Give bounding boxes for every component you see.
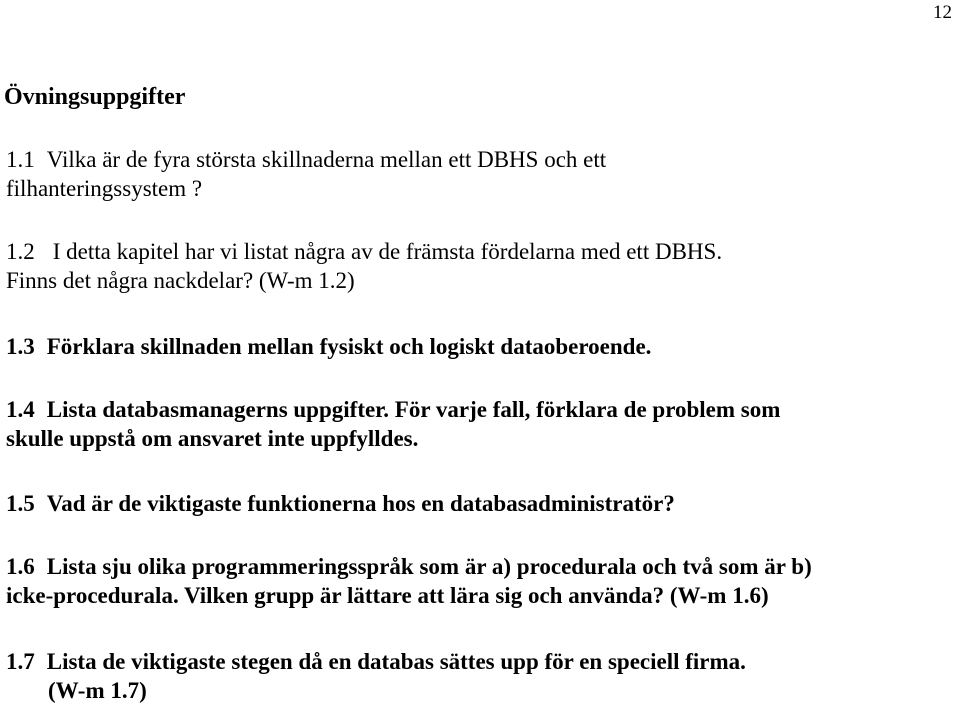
- question-line: [6, 237, 956, 266]
- question-line: [6, 552, 956, 581]
- question-1-7: [6, 647, 956, 705]
- question-number: 1.6: [6, 554, 35, 579]
- question-text: Vad är de viktigaste funktionerna hos en databasadministratör?: [46, 491, 675, 516]
- question-text: (W-m 1.7): [48, 678, 147, 703]
- question-number: 1.3: [6, 334, 35, 359]
- question-line: icke-procedurala. Vilken grupp är lättare att lära sig och använda? (W-m 1.6): [6, 583, 769, 608]
- question-text: Förklara skillnaden mellan fysiskt och logiskt dataoberoende.: [46, 334, 652, 359]
- question-text: Lista de viktigaste stegen då en databas sättes upp för en speciell firma.: [46, 649, 746, 674]
- question-text: I detta kapitel har vi listat några av de främsta fördelarna med ett DBHS.: [52, 239, 723, 264]
- question-number: 1.1: [6, 147, 35, 172]
- question-line: Finns det några nackdelar? (W-m 1.2): [6, 268, 355, 293]
- question-line: [6, 395, 956, 424]
- question-line: skulle uppstå om ansvaret inte uppfylldes.: [6, 426, 419, 451]
- question-text: Lista sju olika programmeringsspråk som är a) procedurala och två som är b): [46, 554, 812, 579]
- question-number: 1.7: [6, 649, 35, 674]
- question-line: [6, 676, 956, 705]
- question-line: [6, 647, 956, 676]
- question-line: [6, 332, 956, 361]
- question-1-5: [6, 489, 956, 518]
- question-line: [6, 489, 956, 518]
- question-1-6: [6, 552, 956, 610]
- question-number: 1.2: [6, 239, 35, 264]
- question-number: 1.5: [6, 491, 35, 516]
- question-text: Lista databasmanagerns uppgifter. För varje fall, förklara de problem som: [46, 397, 781, 422]
- question-line: filhanteringssystem ?: [6, 176, 203, 201]
- question-1-1: [6, 145, 956, 203]
- question-line: [6, 145, 956, 174]
- question-number: 1.4: [6, 397, 35, 422]
- question-1-4: [6, 395, 956, 453]
- question-1-3: [6, 332, 956, 361]
- question-1-2: [6, 237, 956, 295]
- question-text: Vilka är de fyra största skillnaderna mellan ett DBHS och ett: [46, 147, 607, 172]
- page-title: Övningsuppgifter: [4, 84, 186, 110]
- page-number: 12: [933, 2, 952, 23]
